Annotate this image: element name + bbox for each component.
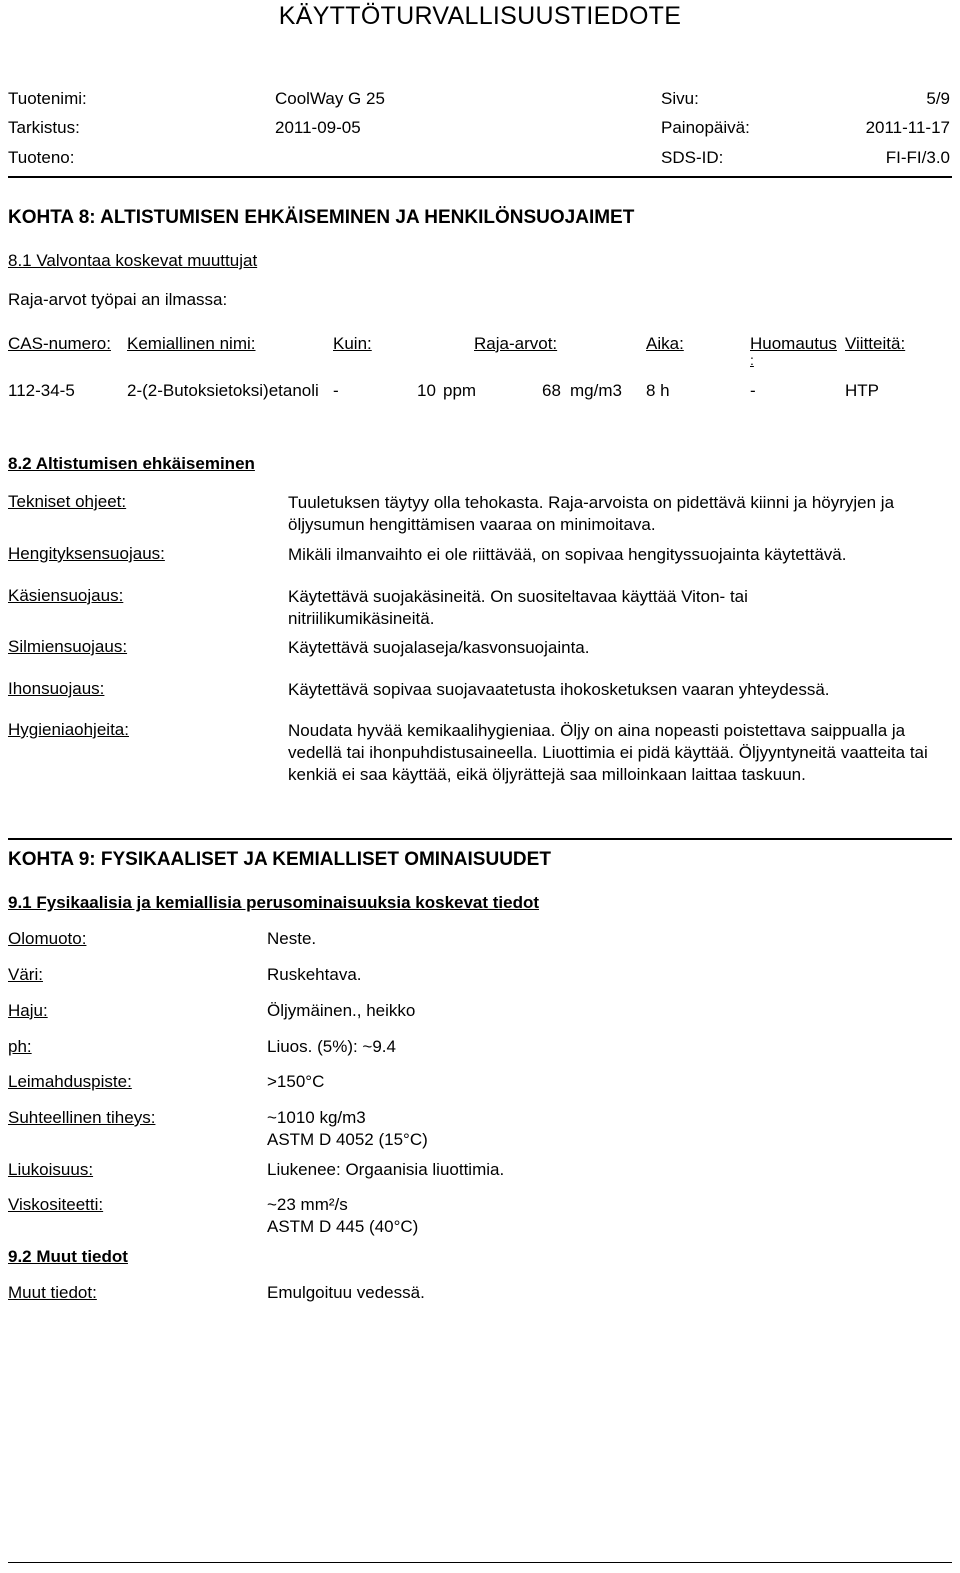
row-ppm-unit: ppm [443, 381, 477, 400]
row-refs: HTP [845, 381, 879, 400]
value-density: ~1010 kg/m3 [267, 1108, 366, 1127]
page-number: 5/9 [926, 89, 950, 108]
value-viscosity-method: ASTM D 445 (40°C) [267, 1217, 419, 1236]
section-8-2-heading: 8.2 Altistumisen ehkäiseminen [8, 454, 255, 473]
label-viscosity: Viskositeetti: [8, 1195, 104, 1214]
section-9-1-heading: 9.1 Fysikaalisia ja kemiallisia perusominaisuuksia koskevat tiedot [8, 893, 540, 912]
row-cas: 112-34-5 [8, 381, 75, 400]
label-solubility: Liukoisuus: [8, 1160, 94, 1179]
row-note: - [750, 381, 756, 400]
header-rule [8, 176, 952, 178]
row-kuin: - [333, 381, 339, 400]
text-hand: Käytettävä suojakäsineitä. On suositeltavaa käyttää Viton- tai nitriilikumikäsineitä. [288, 587, 748, 628]
row-ppm-value: 10 [417, 381, 436, 400]
col-header-kuin: Kuin: [333, 334, 372, 353]
label-technical: Tekniset ohjeet: [8, 492, 127, 511]
section-9-heading: KOHTA 9: FYSIKAALISET JA KEMIALLISET OMINAISUUDET [8, 849, 551, 870]
text-technical: Tuuletuksen täytyy olla tehokasta. Raja-arvoista on pidettävä kiinni ja höyryjen ja öljysumun hengittämisen vaaraa on minimoitava. [288, 493, 895, 534]
label-colour: Väri: [8, 965, 43, 984]
text-skin: Käytettävä sopivaa suojavaatetusta ihokosketuksen vaaran yhteydessä. [288, 680, 830, 699]
col-header-time: Aika: [646, 334, 684, 353]
value-odour: Öljymäinen., heikko [267, 1001, 416, 1020]
value-form: Neste. [267, 929, 317, 948]
section-rule [8, 838, 952, 840]
label-form: Olomuoto: [8, 929, 87, 948]
row-mg-value: 68 [542, 381, 561, 400]
label-other: Muut tiedot: [8, 1283, 97, 1302]
label-odour: Haju: [8, 1001, 48, 1020]
footer-rule [8, 1562, 952, 1563]
text-respiratory: Mikäli ilmanvaihto ei ole riittävää, on sopivaa hengityssuojainta käytettävä. [288, 545, 847, 564]
label-density: Suhteellinen tiheys: [8, 1108, 156, 1127]
label-flash-point: Leimahduspiste: [8, 1072, 132, 1091]
value-other: Emulgoituu vedessä. [267, 1283, 425, 1302]
label-respiratory: Hengityksensuojaus: [8, 544, 165, 563]
col-header-note: Huomautus [750, 334, 837, 353]
print-date: 2011-11-17 [865, 118, 950, 137]
section-9-2-heading: 9.2 Muut tiedot [8, 1247, 128, 1266]
section-8-heading: KOHTA 8: ALTISTUMISEN EHKÄISEMINEN JA HENKILÖNSUOJAIMET [8, 207, 635, 228]
row-time: 8 h [646, 381, 670, 400]
product-name: CoolWay G 25 [275, 89, 385, 108]
value-density-method: ASTM D 4052 (15°C) [267, 1130, 428, 1149]
text-hygiene: Noudata hyvää kemikaalihygieniaa. Öljy on aina nopeasti poistettava saippualla ja vedellä tai ihonpuhdistusaineella. Liuottimia ei pidä käyttää. Öljyyntyneitä vaatteita tai kenkiä ei saa käyttää, eikä öljyrättejä saa milloinkaan laittaa taskuun. [288, 721, 928, 784]
label-skin: Ihonsuojaus: [8, 679, 105, 698]
section-8-1-heading: 8.1 Valvontaa koskevat muuttujat [8, 251, 258, 270]
value-solubility: Liukenee: Orgaanisia liuottimia. [267, 1160, 505, 1179]
col-header-limits: Raja-arvot: [474, 334, 558, 353]
revision-label: Tarkistus: [8, 118, 80, 137]
value-colour: Ruskehtava. [267, 965, 362, 984]
page-label: Sivu: [661, 89, 699, 108]
value-flash-point: >150°C [267, 1072, 325, 1091]
limits-intro: Raja-arvot työpai an ilmassa: [8, 290, 228, 309]
product-name-label: Tuotenimi: [8, 89, 87, 108]
print-date-label: Painopäivä: [661, 118, 750, 137]
document-title: KÄYTTÖTURVALLISUUSTIEDOTE [278, 2, 682, 30]
text-eye: Käytettävä suojalaseja/kasvonsuojainta. [288, 638, 590, 657]
label-hygiene: Hygieniaohjeita: [8, 720, 129, 739]
value-ph: Liuos. (5%): ~9.4 [267, 1037, 396, 1056]
col-header-name: Kemiallinen nimi: [127, 334, 256, 353]
col-header-note-colon: : [750, 352, 754, 368]
value-viscosity: ~23 mm²/s [267, 1195, 348, 1214]
sds-id-label: SDS-ID: [661, 148, 724, 167]
label-eye: Silmiensuojaus: [8, 637, 128, 656]
col-header-cas: CAS-numero: [8, 334, 111, 353]
revision-date: 2011-09-05 [275, 118, 361, 137]
label-hand: Käsiensuojaus: [8, 586, 124, 605]
product-no-label: Tuoteno: [8, 148, 75, 167]
row-chemical-name: 2-(2-Butoksietoksi)etanoli [127, 381, 319, 400]
sds-id: FI-FI/3.0 [885, 148, 950, 167]
row-mg-unit: mg/m3 [570, 381, 622, 400]
col-header-refs: Viitteitä: [845, 334, 906, 353]
label-ph: ph: [8, 1037, 32, 1056]
